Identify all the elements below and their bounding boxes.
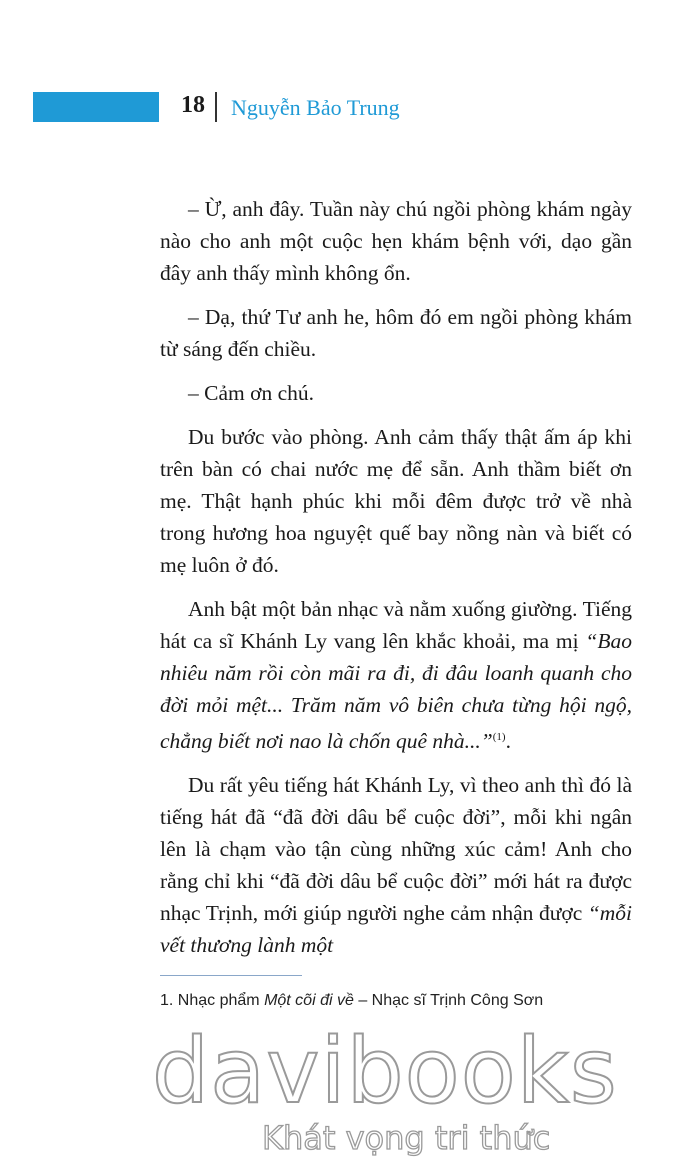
- running-header-author: Nguyễn Bảo Trung: [231, 95, 400, 120]
- watermark-slogan: Khát vọng tri thức: [262, 1119, 551, 1157]
- footnote-song-title: Một cõi đi về: [264, 992, 354, 1009]
- footnote-suffix: – Nhạc sĩ Trịnh Công Sơn: [353, 992, 544, 1009]
- header-separator: [215, 92, 217, 122]
- paragraph-5-end: .: [505, 729, 511, 754]
- header-accent-bar: [33, 92, 159, 122]
- paragraph-5-text: Anh bật một bản nhạc và nằm xuống giường. Tiếng hát ca sĩ Khánh Ly vang lên khắc khoải, ma mị: [160, 597, 632, 653]
- page-number: 18: [181, 92, 205, 118]
- body-text: [160, 193, 632, 973]
- footnote: [160, 992, 543, 1010]
- paragraph-6-quote: “mỗi vết thương lành một: [160, 901, 632, 958]
- footnote-prefix: 1. Nhạc phẩm: [160, 992, 265, 1009]
- paragraph-2: – Dạ, thứ Tư anh he, hôm đó em ngồi phòng khám từ sáng đến chiều.: [160, 305, 632, 361]
- footnote-ref: (1): [492, 731, 506, 743]
- watermark-brand: davibooks: [152, 1019, 618, 1124]
- paragraph-6-text: Du rất yêu tiếng hát Khánh Ly, vì theo anh thì đó là tiếng hát đã “đã đời dâu bể cuộc đời”, mỗi khi ngân lên là chạm vào tận cùng những xúc cảm! Anh cho rằng chỉ khi “đã đời dâu bể cuộc đời” mới hát ra được nhạc Trịnh, mới giúp người nghe cảm nhận được: [160, 773, 632, 926]
- paragraph-6: [160, 769, 632, 961]
- paragraph-4: Du bước vào phòng. Anh cảm thấy thật ấm áp khi trên bàn có chai nước mẹ để sẵn. Anh thầm biết ơn mẹ. Thật hạnh phúc khi mỗi đêm được trở về nhà trong hương hoa nguyệt quế bay nồng nàn và biết có mẹ luôn ở đó.: [160, 425, 632, 577]
- footnote-rule: [160, 975, 302, 976]
- paragraph-1: – Ừ, anh đây. Tuần này chú ngồi phòng khám ngày nào cho anh một cuộc hẹn khám bệnh với, dạo gần đây anh thấy mình không ổn.: [160, 197, 632, 285]
- paragraph-3: – Cảm ơn chú.: [188, 381, 315, 405]
- song-lyric-quote: “Bao nhiêu năm rồi còn mãi ra đi, đi đâu loanh quanh cho đời mỏi mệt... Trăm năm vô biên chưa từng hội ngộ, chẳng biết nơi nao là chốn quê nhà...”: [160, 629, 632, 754]
- paragraph-5: [160, 593, 632, 757]
